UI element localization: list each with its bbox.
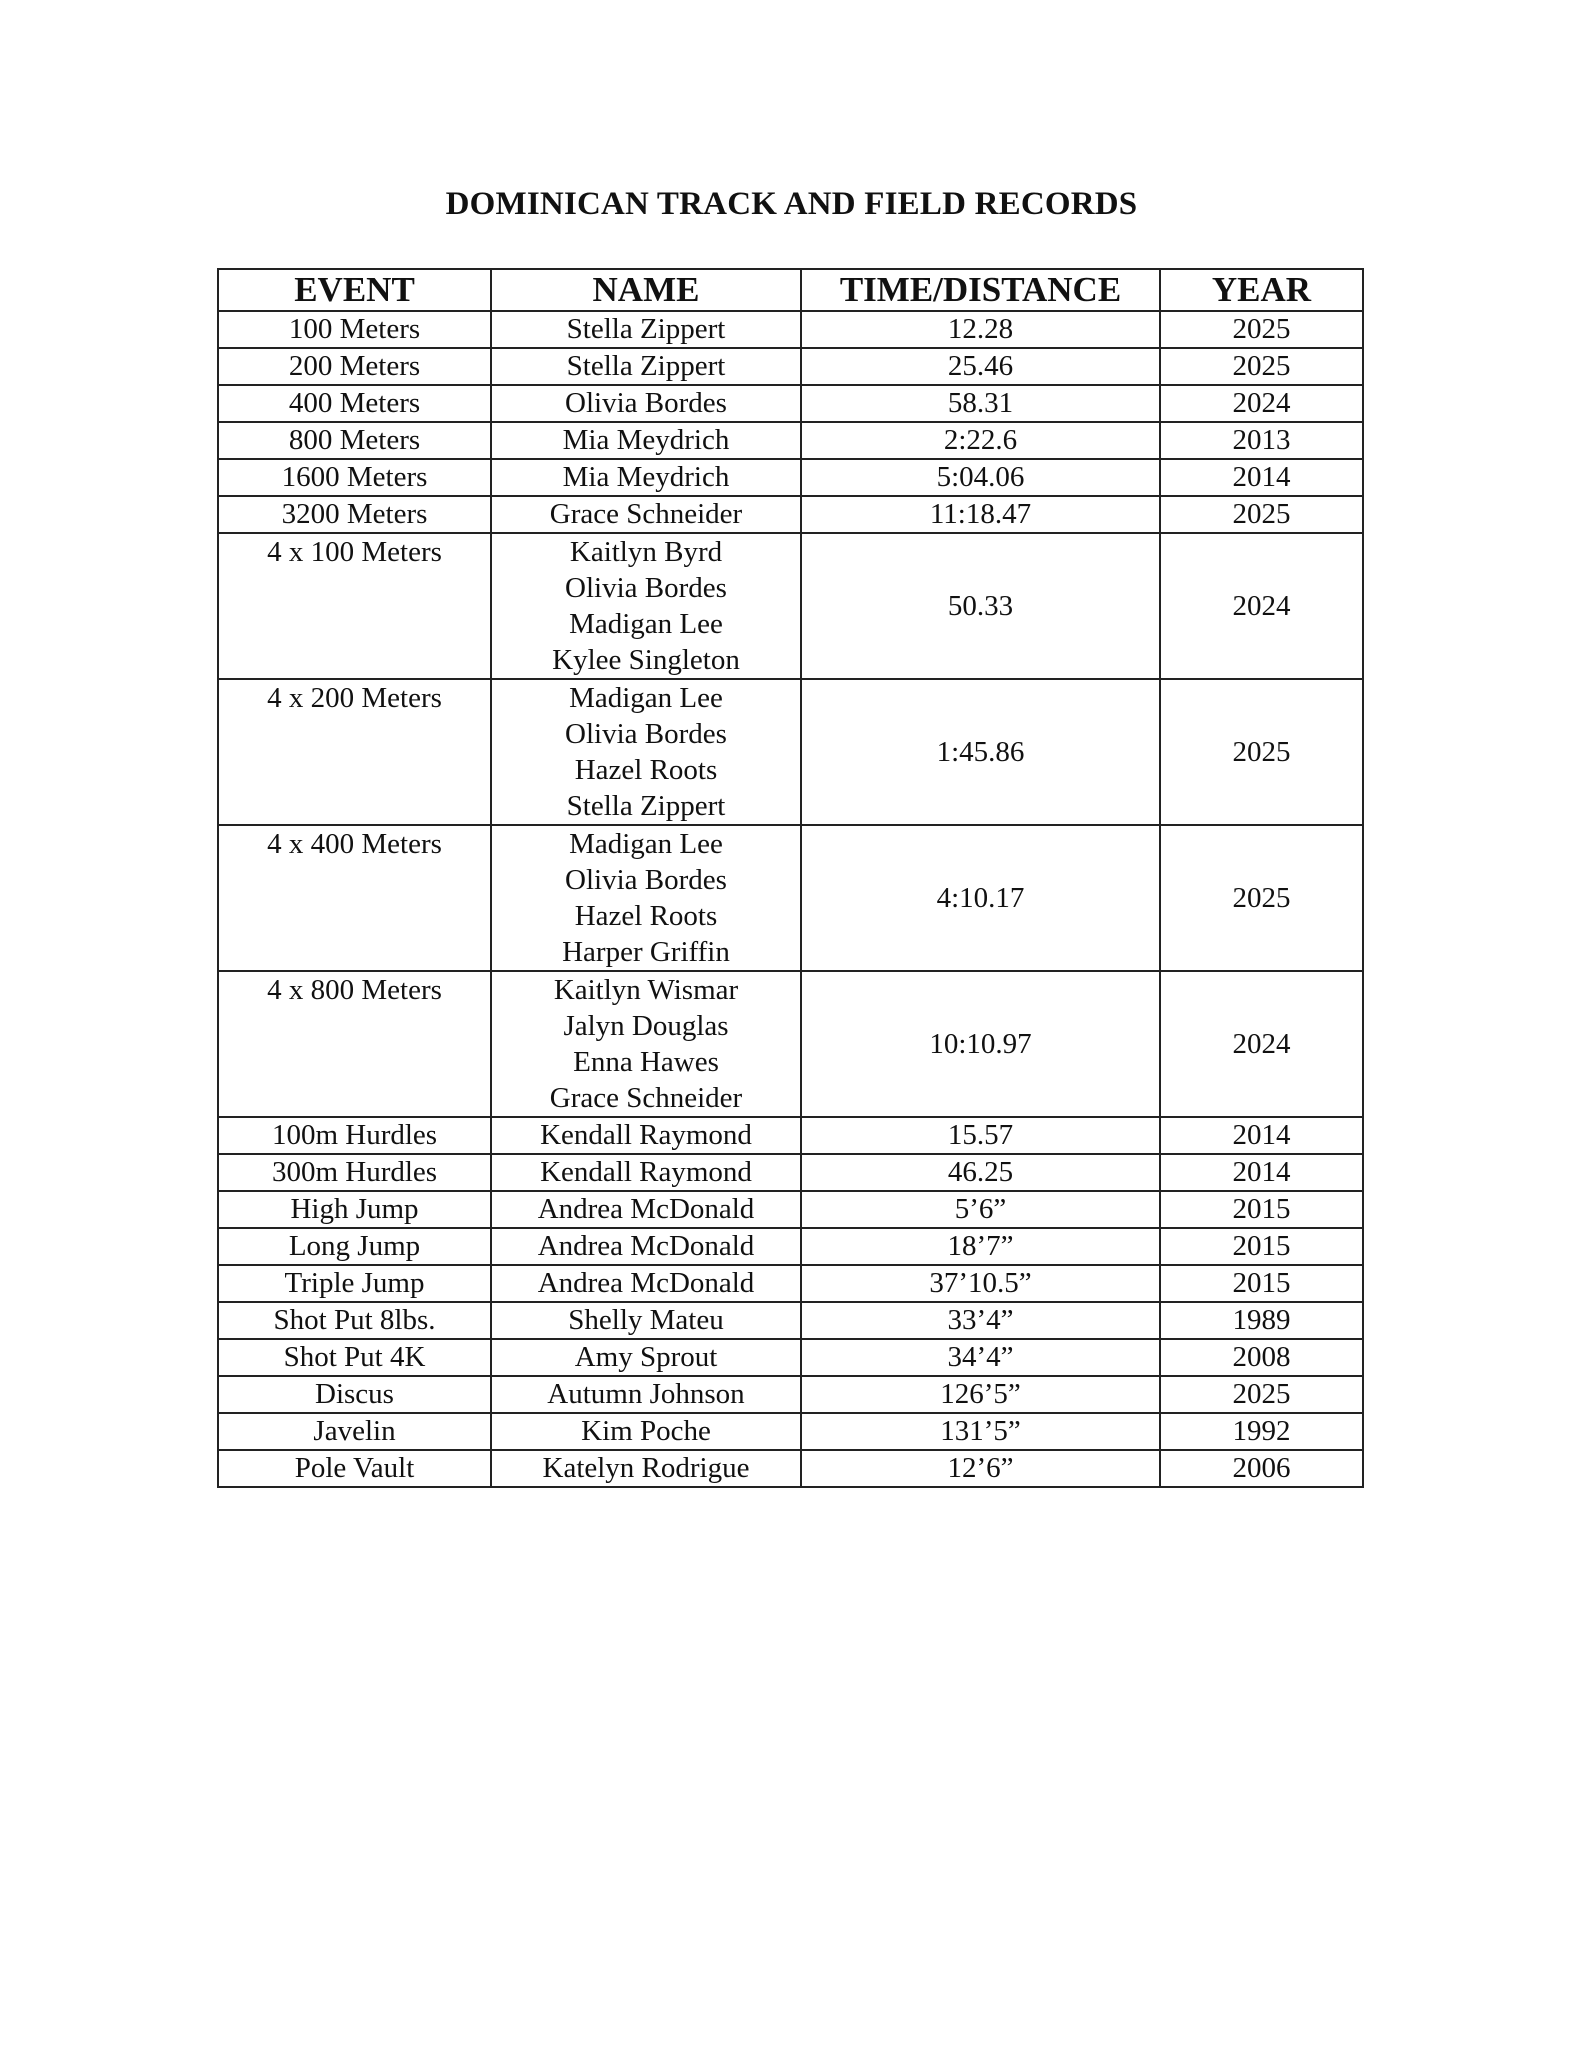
athlete-name: Madigan Lee [569,682,723,714]
event-cell: Pole Vault [218,1450,491,1487]
event-cell: Javelin [218,1413,491,1450]
event-cell: 4 x 400 Meters [218,825,491,971]
name-cell [491,496,801,533]
year-cell: 2025 [1160,679,1363,825]
year-cell: 2008 [1160,1339,1363,1376]
table-row [218,422,1363,459]
name-cell [491,825,801,971]
athlete-name: Kylee Singleton [552,644,740,676]
event-cell: Triple Jump [218,1265,491,1302]
athlete-name: Stella Zippert [566,790,726,822]
header-row [218,269,1363,311]
athlete-name: Amy Sprout [574,1341,718,1373]
athlete-name: Enna Hawes [573,1046,719,1078]
page-title: DOMINICAN TRACK AND FIELD RECORDS [445,186,1138,222]
event-cell: Discus [218,1376,491,1413]
athlete-name: Andrea McDonald [537,1230,755,1262]
year-cell: 2014 [1160,459,1363,496]
event-cell: High Jump [218,1191,491,1228]
event-cell: 4 x 800 Meters [218,971,491,1117]
athlete-name: Mia Meydrich [562,461,730,493]
time-distance-cell: 34’4” [801,1339,1160,1376]
header-event: EVENT [218,269,491,311]
table-row [218,1191,1363,1228]
table-row [218,533,1363,679]
athlete-name: Grace Schneider [549,498,743,530]
year-cell: 2015 [1160,1265,1363,1302]
name-cell [491,1413,801,1450]
name-cell [491,1339,801,1376]
year-cell: 2024 [1160,971,1363,1117]
table-row [218,1302,1363,1339]
time-distance-cell: 1:45.86 [801,679,1160,825]
name-cell [491,348,801,385]
event-cell: 300m Hurdles [218,1154,491,1191]
athlete-name: Madigan Lee [569,608,723,640]
table-row [218,459,1363,496]
event-cell: 200 Meters [218,348,491,385]
event-cell: 4 x 200 Meters [218,679,491,825]
year-cell: 2014 [1160,1154,1363,1191]
time-distance-cell: 5’6” [801,1191,1160,1228]
header-name: NAME [491,269,801,311]
name-cell [491,1154,801,1191]
time-distance-cell: 12.28 [801,311,1160,348]
athlete-name: Madigan Lee [569,828,723,860]
year-cell: 2025 [1160,311,1363,348]
event-cell: Shot Put 4K [218,1339,491,1376]
year-cell: 2025 [1160,496,1363,533]
athlete-name: Andrea McDonald [537,1193,755,1225]
year-cell: 2025 [1160,348,1363,385]
time-distance-cell: 2:22.6 [801,422,1160,459]
athlete-name: Katelyn Rodrigue [542,1452,750,1484]
name-cell [491,1450,801,1487]
name-cell [491,311,801,348]
athlete-name: Kaitlyn Wismar [553,974,739,1006]
year-cell: 2014 [1160,1117,1363,1154]
table-row [218,1117,1363,1154]
athlete-name: Kendall Raymond [540,1119,752,1151]
year-cell: 2015 [1160,1228,1363,1265]
time-distance-cell: 4:10.17 [801,825,1160,971]
table-row [218,385,1363,422]
name-cell [491,459,801,496]
header-year: YEAR [1160,269,1363,311]
event-cell: 400 Meters [218,385,491,422]
athlete-name: Olivia Bordes [565,572,727,604]
table-row [218,1339,1363,1376]
time-distance-cell: 126’5” [801,1376,1160,1413]
table-row [218,1413,1363,1450]
name-cell [491,422,801,459]
event-cell: 800 Meters [218,422,491,459]
name-cell [491,1376,801,1413]
name-cell [491,385,801,422]
year-cell: 1989 [1160,1302,1363,1339]
event-cell: 100m Hurdles [218,1117,491,1154]
year-cell: 2025 [1160,1376,1363,1413]
athlete-name: Kaitlyn Byrd [569,536,723,568]
athlete-name: Jalyn Douglas [563,1010,729,1042]
table-row [218,311,1363,348]
table-row [218,496,1363,533]
time-distance-cell: 10:10.97 [801,971,1160,1117]
name-cell [491,1191,801,1228]
name-cell [491,971,801,1117]
table-row [218,1228,1363,1265]
table-row [218,1450,1363,1487]
athlete-name: Stella Zippert [566,313,726,345]
time-distance-cell: 18’7” [801,1228,1160,1265]
time-distance-cell: 25.46 [801,348,1160,385]
name-cell [491,533,801,679]
year-cell: 2006 [1160,1450,1363,1487]
event-cell: 1600 Meters [218,459,491,496]
time-distance-cell: 33’4” [801,1302,1160,1339]
records-body [218,311,1363,1487]
year-cell: 1992 [1160,1413,1363,1450]
year-cell: 2025 [1160,825,1363,971]
athlete-name: Olivia Bordes [565,864,727,896]
table-row [218,1154,1363,1191]
records-table [217,268,1364,1488]
table-row [218,971,1363,1117]
time-distance-cell: 15.57 [801,1117,1160,1154]
event-cell: 3200 Meters [218,496,491,533]
athlete-name: Hazel Roots [574,754,718,786]
athlete-name: Stella Zippert [566,350,726,382]
athlete-name: Kim Poche [581,1415,711,1447]
time-distance-cell: 5:04.06 [801,459,1160,496]
header-time-distance: TIME/DISTANCE [801,269,1160,311]
table-row [218,1265,1363,1302]
athlete-name: Grace Schneider [549,1082,743,1114]
athlete-name: Olivia Bordes [565,718,727,750]
time-distance-cell: 58.31 [801,385,1160,422]
athlete-name: Hazel Roots [574,900,718,932]
table-row [218,348,1363,385]
time-distance-cell: 12’6” [801,1450,1160,1487]
name-cell [491,1265,801,1302]
time-distance-cell: 37’10.5” [801,1265,1160,1302]
year-cell: 2013 [1160,422,1363,459]
time-distance-cell: 131’5” [801,1413,1160,1450]
event-cell: 4 x 100 Meters [218,533,491,679]
athlete-name: Shelly Mateu [568,1304,724,1336]
name-cell [491,1302,801,1339]
athlete-name: Autumn Johnson [547,1378,745,1410]
year-cell: 2015 [1160,1191,1363,1228]
table-row [218,825,1363,971]
athlete-name: Kendall Raymond [540,1156,752,1188]
name-cell [491,679,801,825]
time-distance-cell: 46.25 [801,1154,1160,1191]
name-cell [491,1117,801,1154]
athlete-name: Andrea McDonald [537,1267,755,1299]
athlete-name: Olivia Bordes [565,387,727,419]
year-cell: 2024 [1160,533,1363,679]
year-cell: 2024 [1160,385,1363,422]
time-distance-cell: 50.33 [801,533,1160,679]
table-row [218,679,1363,825]
time-distance-cell: 11:18.47 [801,496,1160,533]
name-cell [491,1228,801,1265]
event-cell: 100 Meters [218,311,491,348]
table-row [218,1376,1363,1413]
athlete-name: Harper Griffin [562,936,730,968]
event-cell: Long Jump [218,1228,491,1265]
event-cell: Shot Put 8lbs. [218,1302,491,1339]
athlete-name: Mia Meydrich [562,424,730,456]
